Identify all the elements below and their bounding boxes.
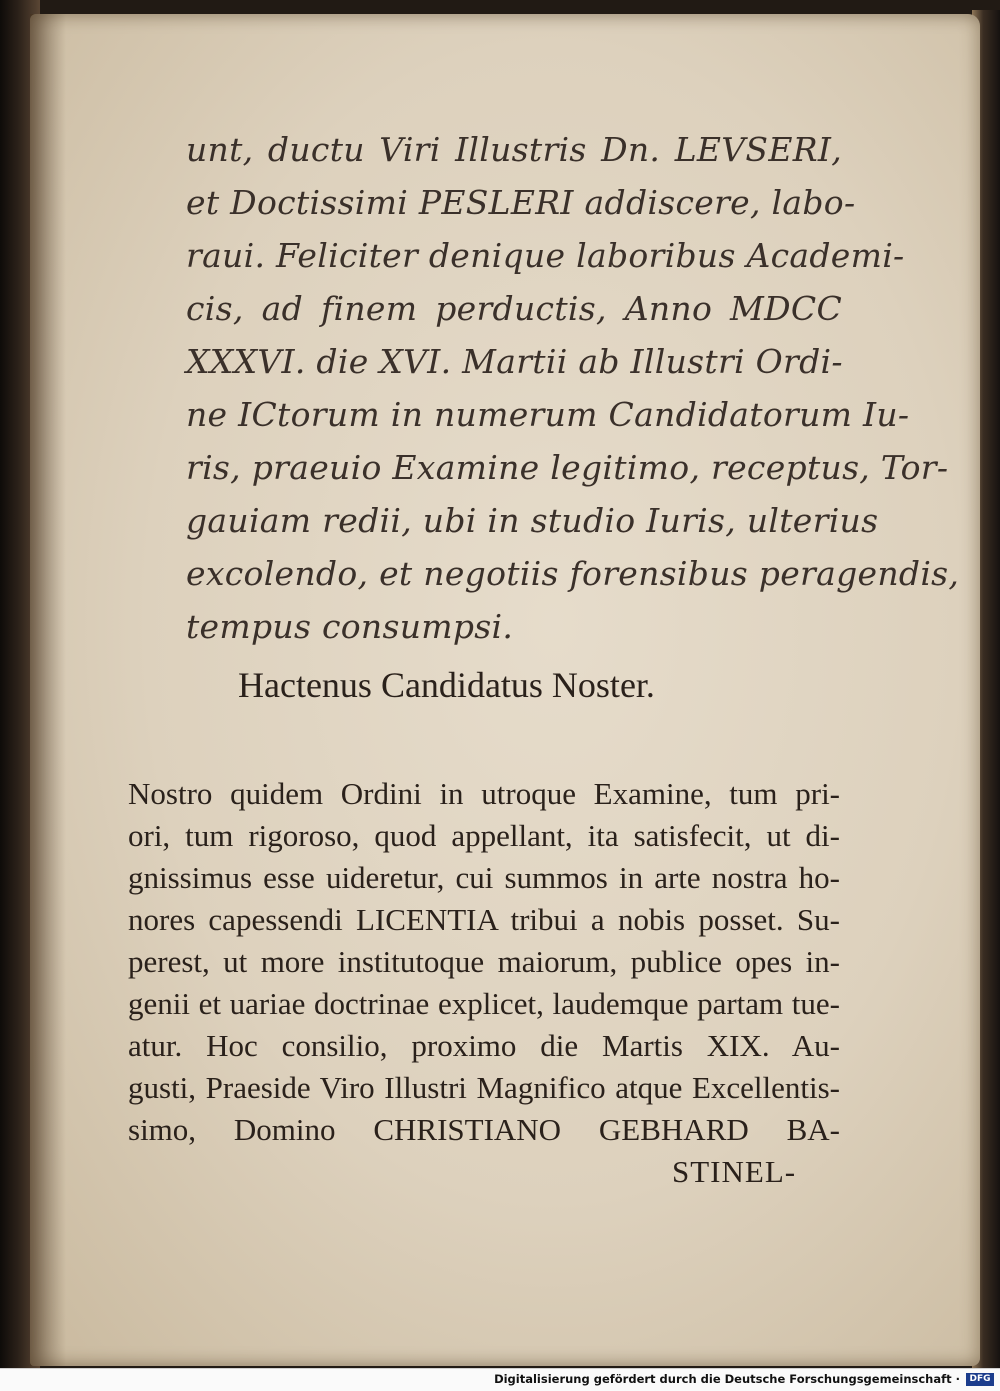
text-line: atur. Hoc consilio, proximo die Martis XIX. Au- [128,1028,840,1063]
text-line: cis, ad finem perductis, Anno MDCC [186,289,842,328]
text-line: unt, ductu Viri Illustris Dn. LEVSERI, [186,130,842,169]
text-line: nores capessendi LICENTIA tribui a nobis posset. Su- [128,902,840,937]
dfg-logo: DFG [966,1373,994,1386]
text-line: ris, praeuio Examine legitimo, receptus, Tor- [186,448,949,487]
text-line: gauiam redii, ubi in studio Iuris, ulterius [186,501,879,540]
footer-credit: Digitalisierung gefördert durch die Deutsche Forschungsgemeinschaft · [494,1372,960,1386]
text-line: ori, tum rigoroso, quod appellant, ita satisfecit, ut di- [128,818,840,853]
text-line: perest, ut more institutoque maiorum, publice opes in- [128,944,840,979]
text-line: gusti, Praeside Viro Illustri Magnifico atque Excellentis- [128,1070,840,1105]
text-line: genii et uariae doctrinae explicet, laudemque partam tue- [128,986,840,1021]
text-line: simo, Domino CHRISTIANO GEBHARD BA- [128,1112,840,1147]
text-line: et Doctissimi PESLERI addiscere, labo- [186,183,856,222]
text-line: Nostro quidem Ordini in utroque Examine, tum pri- [128,776,840,811]
text-line: XXXVI. die XVI. Martii ab Illustri Ordi- [186,342,843,381]
text-line: excolendo, et negotiis forensibus peragendis, [186,554,960,593]
text-line: raui. Feliciter denique laboribus Academi- [186,236,905,275]
text-line: ne ICtorum in numerum Candidatorum Iu- [186,395,910,434]
footer-bar [0,1368,1000,1391]
text-line: gnissimus esse uideretur, cui summos in arte nostra ho- [128,860,840,895]
section-heading: Hactenus Candidatus Noster. [238,665,655,705]
text-line: tempus consumpsi. [186,607,514,646]
catchword: STINEL- [672,1154,797,1189]
